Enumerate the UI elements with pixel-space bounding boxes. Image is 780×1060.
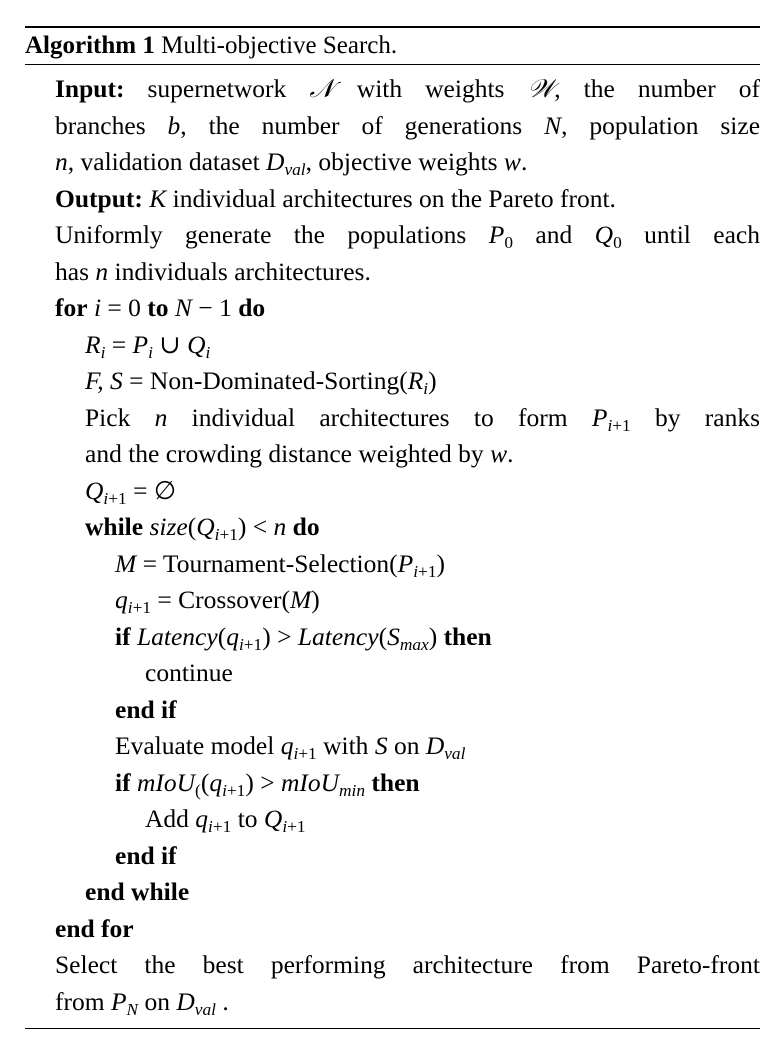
algorithm-line-init-2: has n individuals architectures. <box>55 256 371 286</box>
algorithm-line-if-latency: if $Latency(q_{i+1})$ > $Latency(S_{max})$ then <box>115 621 492 654</box>
algorithm-line-union: $R_i = P_i$ ∪ $Q_i$ <box>85 329 211 362</box>
algorithm-label: Algorithm 1 <box>25 32 155 59</box>
algorithm-title: Multi-objective Search. <box>161 32 398 59</box>
algorithm-line-pick-2: and the crowding distance weighted by w. <box>85 439 514 468</box>
algorithm-line-end-for: end for <box>55 913 134 943</box>
bottom-rule <box>25 1028 760 1029</box>
algorithm-block <box>25 26 760 1029</box>
algorithm-line-select-1: Select the best performing architecture from Pareto-front <box>55 950 760 979</box>
algorithm-line-input-2: branches b, the number of generations N, population size <box>55 110 761 140</box>
algorithm-line-crossover: $q_{i+1}$ = Crossover(M) <box>115 585 320 617</box>
algorithm-line-continue: continue <box>145 658 233 687</box>
algorithm-line-while-start: while $size(Q_{i+1}) < n$ do <box>85 512 320 544</box>
algorithm-line-add: Add $q_{i+1}$ to $Q_{i+1}$ <box>145 804 306 836</box>
algorithm-line-end-if-2: end if <box>115 840 177 870</box>
algorithm-line-pick-1: Pick n individual architectures to form $P_{i+1}$ by ranks <box>85 402 761 435</box>
algorithm-line-end-while: end while <box>85 877 190 906</box>
algorithm-line-if-miou: if $mIoU_((q_{i+1})$ > mIoU$_{min}$ then <box>115 767 420 800</box>
algorithm-line-select-2: from $P_N$ on $D_{val}$ . <box>55 986 229 1019</box>
algorithm-line-q-empty: $Q_{i+1}$ = ∅ <box>85 475 177 508</box>
algorithm-line-sorting: F, S = Non-$Dominated-Sorting(R_i)$ <box>85 366 437 398</box>
algorithm-line-end-if-1: end if <box>115 694 177 724</box>
algorithm-line-for-start: for i = 0 to N − 1 do <box>55 293 266 322</box>
algorithm-line-init-1: Uniformly generate the populations $P_0$ and $Q_0$ until each <box>55 220 760 252</box>
algorithm-line-evaluate: Evaluate model $q_{i+1}$ with S on $D_{val}$ <box>115 731 466 763</box>
algorithm-body <box>25 65 760 1028</box>
algorithm-line-input-3: n, validation dataset $D_{val}$, objective weights w. <box>55 147 528 179</box>
algorithm-caption <box>25 28 760 64</box>
algorithm-line-input-1: Input: supernetwork 𝒩 with weights 𝒲, the number of <box>55 74 760 104</box>
algorithm-line-tournament: M = Tournament-$Selection(P_{i+1})$ <box>115 548 445 581</box>
algorithm-line-output: Output: K individual architectures on the Pareto front. <box>55 183 616 213</box>
